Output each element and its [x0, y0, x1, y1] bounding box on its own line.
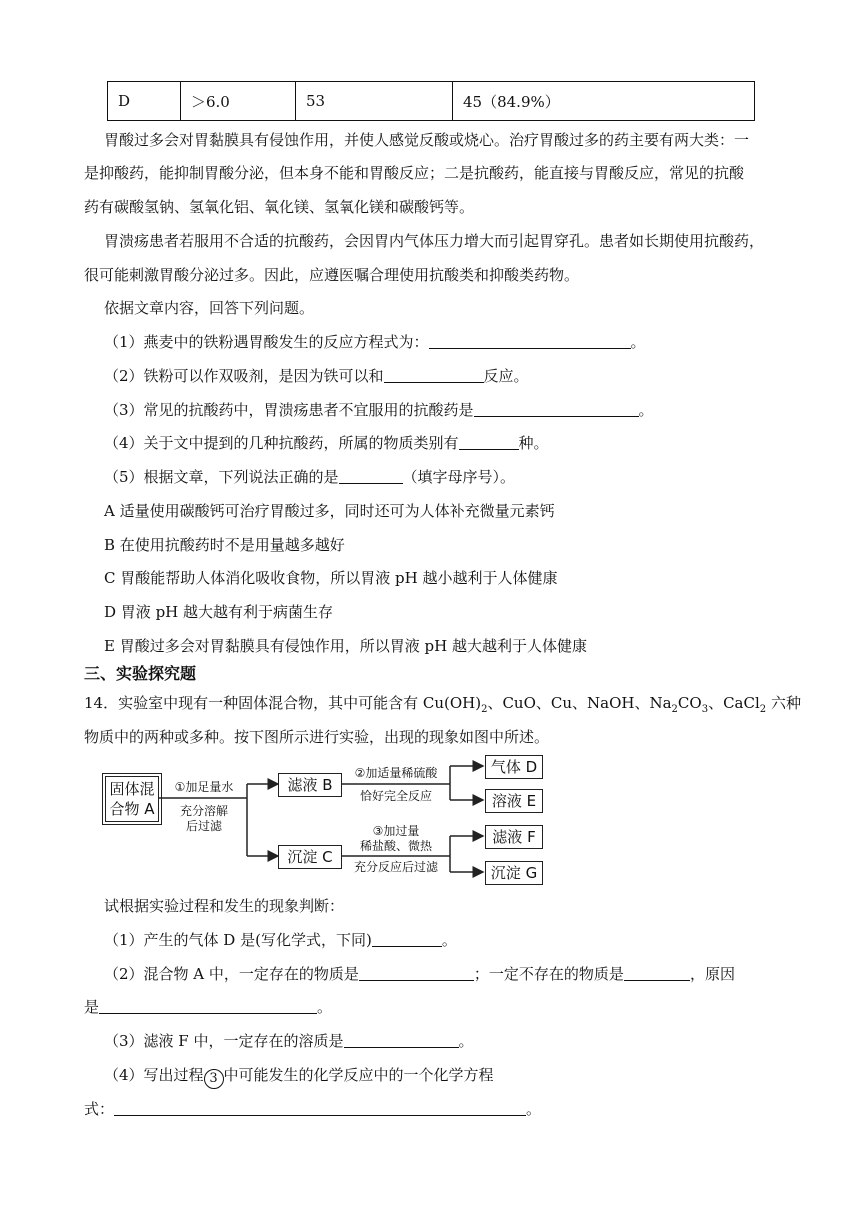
question-text: 。 [317, 998, 333, 1016]
step1-top-label: ①加足量水 [174, 780, 234, 794]
option-d: D 胃液 pH 越大越有利于病菌生存 [104, 603, 334, 621]
paragraph-line: 胃溃疡患者若服用不合适的抗酸药，会因胃内气体压力增大而引起胃穿孔。患者如长期使用抗酸药， [104, 232, 765, 250]
table-cell: ＞6.0 [181, 82, 296, 121]
option-c: C 胃酸能帮助人体消化吸收食物，所以胃液 pH 越小越利于人体健康 [104, 569, 558, 587]
question-text: 。 [441, 931, 457, 949]
table-row [108, 82, 755, 121]
box-label: 合物 A [109, 800, 155, 818]
question-prompt: 依据文章内容，回答下列问题。 [104, 299, 315, 317]
step3-bottom-label: 充分反应后过滤 [353, 860, 438, 874]
precipitate-g-box: 沉淀 G [485, 861, 543, 885]
answer-blank[interactable] [344, 1032, 459, 1048]
solution-e-box: 溶液 E [485, 789, 543, 813]
question-text: 式： [84, 1100, 115, 1118]
step3-top-line: 稀盐酸、微热 [359, 839, 432, 853]
paragraph-line: 药有碳酸氢钠、氢氧化铝、氧化镁、氢氧化镁和碳酸钙等。 [84, 198, 475, 216]
table-cell: 45（84.9%） [453, 82, 755, 121]
question-text: （1）燕麦中的铁粉遇胃酸发生的反应方程式为： [104, 333, 429, 351]
circled-number: 3 [204, 1069, 224, 1089]
question-text: （2）混合物 A 中，一定存在的物质是 [104, 965, 359, 983]
judge-prompt: 试根据实验过程和发生的现象判断： [104, 897, 345, 915]
option-e: E 胃酸过多会对胃黏膜具有侵蚀作用，所以胃液 pH 越大越利于人体健康 [104, 637, 587, 655]
question-text: 反应。 [483, 367, 529, 385]
question-5 [104, 466, 515, 488]
q14-text: 六种 [770, 694, 801, 712]
option-b: B 在使用抗酸药时不是用量越多越好 [104, 536, 345, 554]
sub-question-3 [104, 1030, 474, 1052]
sub-question-2-cont [84, 996, 332, 1018]
question-3 [104, 399, 654, 421]
question-4 [104, 432, 549, 454]
question-text: （填字母序号）。 [402, 468, 516, 486]
paragraph-line: 胃酸过多会对胃黏膜具有侵蚀作用，并使人感觉反酸或烧心。治疗胃酸过多的药主要有两大类：一 [104, 131, 750, 149]
option-a: A 适量使用碳酸钙可治疗胃酸过多，同时还可为人体补充微量元素钙 [104, 502, 555, 520]
sub-question-4 [104, 1064, 494, 1089]
table-cell: 53 [296, 82, 453, 121]
question-text: ，原因 [689, 965, 735, 983]
sub-question-1 [104, 929, 457, 951]
answer-blank[interactable] [429, 333, 631, 349]
step2-top-label: ②加适量稀硫酸 [354, 766, 438, 780]
step3-top-label [344, 824, 448, 854]
question-text: （3）滤液 F 中，一定存在的溶质是 [104, 1032, 344, 1050]
step1-bottom-line: 后过滤 [185, 819, 222, 833]
answer-blank[interactable] [359, 965, 474, 981]
question-text: 种。 [518, 434, 549, 452]
question-text: （4）关于文中提到的几种抗酸药，所属的物质类别有 [104, 434, 459, 452]
step1-bottom-label [162, 804, 246, 834]
question-1 [104, 331, 646, 353]
sub-question-4-cont [84, 1098, 541, 1120]
box-label: 固体混 [109, 780, 155, 798]
step2-bottom-label: 恰好完全反应 [359, 789, 432, 803]
paragraph-line: 是抑酸药，能抑制胃酸分泌，但本身不能和胃酸反应；二是抗酸药，能直接与胃酸反应，常见的抗酸 [84, 164, 745, 182]
gas-d-box: 气体 D [485, 755, 543, 779]
question-text: （5）根据文章，下列说法正确的是 [104, 468, 339, 486]
question-text: 。 [458, 1032, 474, 1050]
answer-blank[interactable] [624, 965, 690, 981]
experiment-flow-diagram [100, 752, 550, 888]
answer-blank[interactable] [339, 468, 403, 484]
question-text: 是 [84, 998, 100, 1016]
question-text: （1）产生的气体 D 是(写化学式，下同) [104, 931, 372, 949]
answer-blank[interactable] [384, 367, 484, 383]
question-text: （2）铁粉可以作双吸剂，是因为铁可以和 [104, 367, 384, 385]
answer-blank[interactable] [114, 1100, 526, 1116]
answer-blank[interactable] [474, 401, 639, 417]
step1-bottom-line: 充分溶解 [179, 804, 228, 818]
answer-blank[interactable] [459, 434, 519, 450]
section-title: 三、实验探究题 [84, 664, 197, 683]
paragraph-line: 很可能刺激胃酸分泌过多。因此，应遵医嘱合理使用抗酸类和抑酸类药物。 [84, 266, 580, 284]
q14-line: 14．实验室中现有一种固体混合物，其中可能含有 $Cu(OH)_2$、CuO、Cu、NaOH、$Na_2CO_3$、CaCl$_2$ 六种 [84, 694, 801, 715]
data-table [107, 81, 755, 121]
q14-line: 物质中的两种或多种。按下图所示进行实验，出现的现象如图中所述。 [84, 728, 550, 746]
answer-blank[interactable] [99, 998, 317, 1014]
question-text: 中可能发生的化学反应中的一个化学方程 [223, 1066, 494, 1084]
q14-text: 14．实验室中现有一种固体混合物，其中可能含有 Cu(OH) [84, 694, 482, 712]
question-text: （4）写出过程 [104, 1066, 204, 1084]
filtrate-f-box: 滤液 F [485, 825, 543, 849]
answer-blank[interactable] [372, 931, 442, 947]
question-text: 。 [638, 401, 654, 419]
step3-top-line: ③加过量 [372, 824, 420, 838]
filtrate-b-box: 滤液 B [278, 773, 342, 797]
question-text: 。 [630, 333, 646, 351]
question-text: ；一定不存在的物质是 [473, 965, 624, 983]
table-cell: D [108, 82, 181, 121]
sub-question-2 [104, 963, 735, 985]
question-text: （3）常见的抗酸药中，胃溃疡患者不宜服用的抗酸药是 [104, 401, 474, 419]
precipitate-c-box: 沉淀 C [278, 845, 342, 869]
solid-a-box [105, 776, 159, 822]
question-text: 。 [526, 1100, 542, 1118]
question-2 [104, 365, 529, 387]
